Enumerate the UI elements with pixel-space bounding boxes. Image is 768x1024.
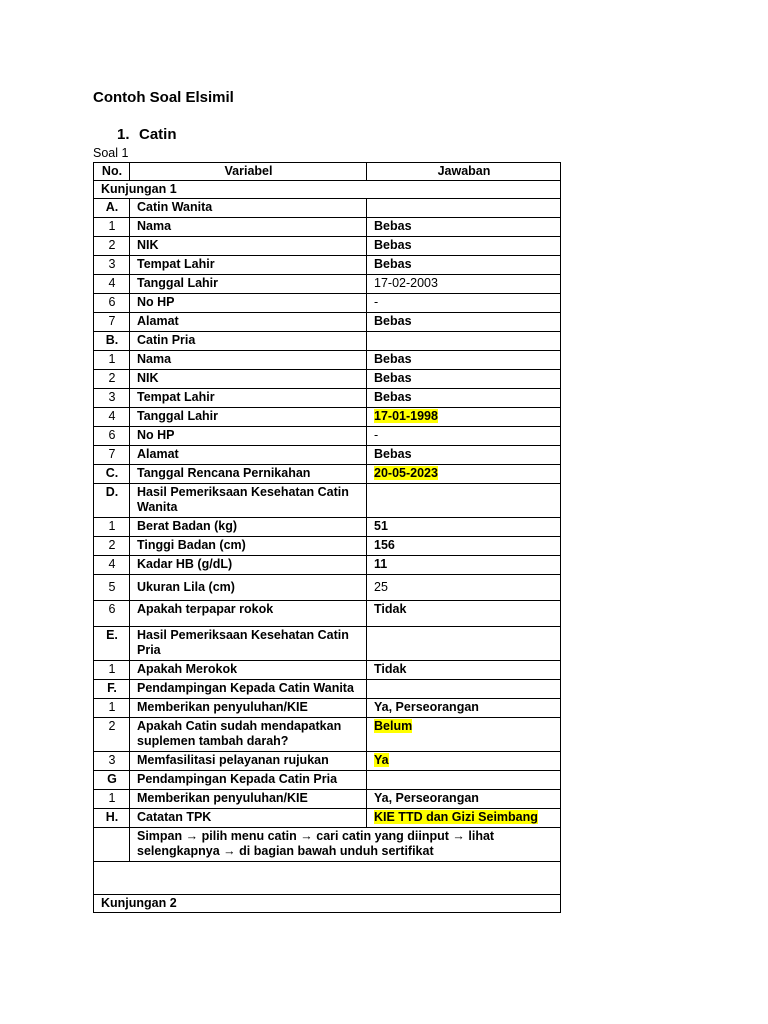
table-row — [94, 199, 561, 218]
row-no: 1 — [94, 351, 130, 370]
instruction-row — [94, 828, 561, 862]
row-no: F. — [94, 680, 130, 699]
row-no: 2 — [94, 537, 130, 556]
table-row — [94, 556, 561, 575]
empty-row — [94, 862, 561, 895]
table-row — [94, 771, 561, 790]
row-variabel: No HP — [130, 427, 367, 446]
row-jawaban — [367, 408, 561, 427]
arrow-right-icon: → — [300, 829, 313, 843]
table-row — [94, 518, 561, 537]
row-variabel: Berat Badan (kg) — [130, 518, 367, 537]
table-row — [94, 237, 561, 256]
table-row — [94, 332, 561, 351]
row-variabel: Tinggi Badan (cm) — [130, 537, 367, 556]
row-no: 1 — [94, 699, 130, 718]
table-row — [94, 752, 561, 771]
visit-row — [94, 181, 561, 199]
row-variabel: Alamat — [130, 313, 367, 332]
row-variabel: No HP — [130, 294, 367, 313]
row-no: 1 — [94, 790, 130, 809]
row-variabel: Tanggal Lahir — [130, 408, 367, 427]
table-row — [94, 484, 561, 518]
table-row — [94, 718, 561, 752]
row-no: 7 — [94, 313, 130, 332]
header-jawaban: Jawaban — [367, 163, 561, 181]
row-jawaban: 17-02-2003 — [367, 275, 561, 294]
table-row — [94, 389, 561, 408]
instruction-step-4: lihat selengkapnya — [137, 829, 495, 858]
table-row — [94, 601, 561, 627]
row-no: 1 — [94, 661, 130, 680]
instruction-no-cell — [94, 828, 130, 862]
row-jawaban: Bebas — [367, 313, 561, 332]
row-no: 4 — [94, 275, 130, 294]
table-row — [94, 408, 561, 427]
row-jawaban: Bebas — [367, 256, 561, 275]
row-variabel: Nama — [130, 218, 367, 237]
table-row — [94, 351, 561, 370]
row-jawaban: 11 — [367, 556, 561, 575]
row-no: D. — [94, 484, 130, 518]
highlighted-answer: Belum — [374, 719, 413, 733]
row-no: 6 — [94, 427, 130, 446]
row-variabel: Kadar HB (g/dL) — [130, 556, 367, 575]
row-no: 7 — [94, 446, 130, 465]
row-jawaban — [367, 809, 561, 828]
section-label: Catin — [139, 126, 177, 143]
row-no: 3 — [94, 389, 130, 408]
row-jawaban: Bebas — [367, 351, 561, 370]
table-row — [94, 627, 561, 661]
row-no: 2 — [94, 370, 130, 389]
row-no: 1 — [94, 518, 130, 537]
document-title: Contoh Soal Elsimil — [93, 89, 234, 106]
arrow-right-icon: → — [223, 844, 236, 858]
row-variabel: Hasil Pemeriksaan Kesehatan Catin Wanita — [130, 484, 367, 518]
row-jawaban: 51 — [367, 518, 561, 537]
row-variabel: Apakah Merokok — [130, 661, 367, 680]
row-jawaban — [367, 718, 561, 752]
arrow-right-icon: → — [452, 829, 465, 843]
row-jawaban: Tidak — [367, 661, 561, 680]
arrow-right-icon: → — [185, 829, 199, 843]
row-no: E. — [94, 627, 130, 661]
header-no: No. — [94, 163, 130, 181]
table-caption: Soal 1 — [93, 146, 129, 160]
table-row — [94, 699, 561, 718]
row-jawaban — [367, 465, 561, 484]
row-jawaban: - — [367, 294, 561, 313]
row-no: 4 — [94, 408, 130, 427]
row-variabel: Memberikan penyuluhan/KIE — [130, 699, 367, 718]
row-variabel: Catatan TPK — [130, 809, 367, 828]
row-variabel: Tanggal Rencana Pernikahan — [130, 465, 367, 484]
row-variabel: Alamat — [130, 446, 367, 465]
row-no: 6 — [94, 601, 130, 627]
table-row — [94, 809, 561, 828]
row-jawaban: Bebas — [367, 446, 561, 465]
instruction-step-2: pilih menu catin — [201, 829, 297, 843]
row-no: H. — [94, 809, 130, 828]
row-jawaban: Bebas — [367, 389, 561, 408]
highlighted-answer: 20-05-2023 — [374, 466, 438, 480]
table-row — [94, 256, 561, 275]
row-jawaban: Ya, Perseorangan — [367, 790, 561, 809]
form-table — [93, 162, 561, 913]
table-row — [94, 661, 561, 680]
row-no: A. — [94, 199, 130, 218]
row-variabel: NIK — [130, 237, 367, 256]
row-jawaban: Tidak — [367, 601, 561, 627]
row-variabel: Catin Wanita — [130, 199, 367, 218]
table-row — [94, 680, 561, 699]
row-jawaban — [367, 771, 561, 790]
row-variabel: Memberikan penyuluhan/KIE — [130, 790, 367, 809]
visit-row — [94, 895, 561, 913]
row-variabel: Apakah Catin sudah mendapatkan suplemen tambah darah? — [130, 718, 367, 752]
row-jawaban — [367, 332, 561, 351]
row-no: B. — [94, 332, 130, 351]
row-no: G — [94, 771, 130, 790]
table-row — [94, 370, 561, 389]
highlighted-answer: Ya — [374, 753, 389, 767]
section-heading — [117, 126, 177, 143]
row-no: 1 — [94, 218, 130, 237]
table-header-row — [94, 163, 561, 181]
visit-1-label: Kunjungan 1 — [94, 181, 561, 199]
table-row — [94, 294, 561, 313]
header-variabel: Variabel — [130, 163, 367, 181]
row-no: 5 — [94, 575, 130, 601]
row-variabel: Tempat Lahir — [130, 389, 367, 408]
row-jawaban: Ya, Perseorangan — [367, 699, 561, 718]
table-row — [94, 218, 561, 237]
table-row — [94, 537, 561, 556]
table-row — [94, 275, 561, 294]
row-variabel: Pendampingan Kepada Catin Wanita — [130, 680, 367, 699]
row-jawaban: Bebas — [367, 218, 561, 237]
highlighted-answer: 17-01-1998 — [374, 409, 438, 423]
highlighted-answer: KIE TTD dan Gizi Seimbang — [374, 810, 538, 824]
row-jawaban — [367, 484, 561, 518]
table-row — [94, 313, 561, 332]
row-no: C. — [94, 465, 130, 484]
row-variabel: Tempat Lahir — [130, 256, 367, 275]
instruction-step-1: Simpan — [137, 829, 183, 843]
row-variabel: Nama — [130, 351, 367, 370]
empty-cell — [94, 862, 561, 895]
table-row — [94, 427, 561, 446]
row-jawaban: - — [367, 427, 561, 446]
row-variabel: Hasil Pemeriksaan Kesehatan Catin Pria — [130, 627, 367, 661]
row-variabel: Tanggal Lahir — [130, 275, 367, 294]
visit-2-label: Kunjungan 2 — [94, 895, 561, 913]
row-no: 3 — [94, 752, 130, 771]
section-number: 1. — [117, 126, 130, 143]
row-jawaban: 25 — [367, 575, 561, 601]
row-variabel: Catin Pria — [130, 332, 367, 351]
row-no: 2 — [94, 718, 130, 752]
instruction-step-3: cari catin yang diinput — [316, 829, 449, 843]
row-jawaban: Bebas — [367, 237, 561, 256]
row-jawaban — [367, 627, 561, 661]
row-variabel: Pendampingan Kepada Catin Pria — [130, 771, 367, 790]
row-no: 3 — [94, 256, 130, 275]
row-no: 2 — [94, 237, 130, 256]
row-jawaban — [367, 680, 561, 699]
table-row — [94, 446, 561, 465]
instruction-step-5: di bagian bawah unduh sertifikat — [239, 844, 434, 858]
table-row — [94, 465, 561, 484]
row-variabel: Apakah terpapar rokok — [130, 601, 367, 627]
row-jawaban — [367, 199, 561, 218]
row-jawaban: Bebas — [367, 370, 561, 389]
row-variabel: NIK — [130, 370, 367, 389]
row-variabel: Ukuran Lila (cm) — [130, 575, 367, 601]
row-no: 6 — [94, 294, 130, 313]
table-row — [94, 575, 561, 601]
instruction-text — [130, 828, 561, 862]
row-no: 4 — [94, 556, 130, 575]
table-row — [94, 790, 561, 809]
row-jawaban: 156 — [367, 537, 561, 556]
row-jawaban — [367, 752, 561, 771]
row-variabel: Memfasilitasi pelayanan rujukan — [130, 752, 367, 771]
